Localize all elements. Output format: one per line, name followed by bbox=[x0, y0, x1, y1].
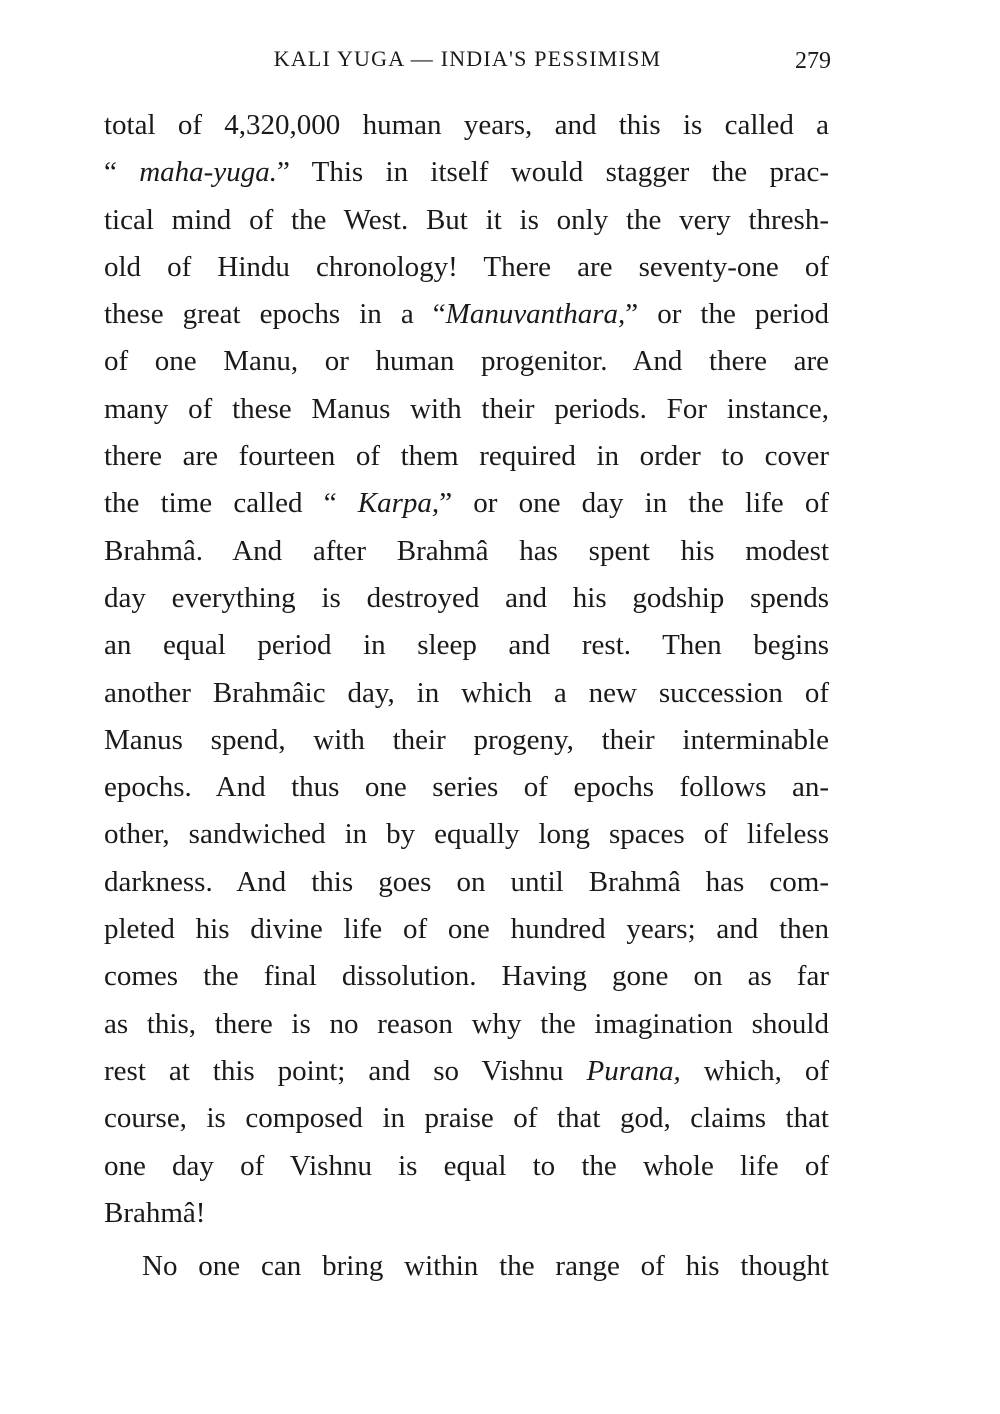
paragraph-1 bbox=[104, 102, 829, 1237]
page-header bbox=[104, 44, 831, 74]
text-line: Brahmâ! bbox=[104, 1196, 206, 1229]
text-line: other, sandwiched in by equally long spaces of lifeless bbox=[104, 818, 829, 851]
text-line: one day of Vishnu is equal to the whole life of bbox=[104, 1149, 829, 1182]
text-line: as this, there is no reason why the imagination should bbox=[104, 1007, 829, 1040]
text-line: of one Manu, or human progenitor. And there are bbox=[104, 345, 829, 378]
text-line: comes the final dissolution. Having gone on as far bbox=[104, 960, 829, 993]
text-line: day everything is destroyed and his godship spends bbox=[104, 581, 829, 614]
text-line: many of these Manus with their periods. For instance, bbox=[104, 392, 829, 425]
text-line: tical mind of the West. But it is only the very thresh- bbox=[104, 203, 829, 236]
italic-term: maha-yuga. bbox=[139, 156, 277, 189]
text-line: there are fourteen of them required in order to cover bbox=[104, 440, 829, 473]
text-line: total of 4,320,000 human years, and this is called a bbox=[104, 109, 829, 141]
text-line: course, is composed in praise of that god, claims that bbox=[104, 1102, 829, 1135]
text-line: pleted his divine life of one hundred years; and then bbox=[104, 913, 829, 946]
page-number: 279 bbox=[795, 48, 831, 74]
italic-term: Karpa, bbox=[357, 487, 440, 520]
text-line: Brahmâ. And after Brahmâ has spent his modest bbox=[104, 534, 829, 567]
paragraph-2 bbox=[104, 1243, 829, 1290]
text-line: darkness. And this goes on until Brahmâ has com- bbox=[104, 865, 829, 898]
text-line: Manus spend, with their progeny, their interminable bbox=[104, 723, 829, 756]
text-line: rest at this point; and so Vishnu Purana, which, of bbox=[104, 1054, 829, 1087]
italic-term: Manuvanthara, bbox=[445, 298, 626, 331]
text-line: an equal period in sleep and rest. Then begins bbox=[104, 629, 829, 662]
text-line: epochs. And thus one series of epochs follows an- bbox=[104, 771, 829, 804]
running-head: KALI YUGA — INDIA'S PESSIMISM bbox=[273, 46, 662, 71]
text-line: No one can bring within the range of his thought bbox=[142, 1250, 829, 1283]
text-line: the time called “ Karpa,” or one day in the life of bbox=[104, 487, 829, 520]
body-text bbox=[104, 102, 829, 1290]
italic-term: Purana, bbox=[586, 1054, 681, 1087]
text-line: “ maha-yuga.” This in itself would stagger the prac- bbox=[104, 156, 829, 189]
text-line: these great epochs in a “Manuvanthara,” or the period bbox=[104, 298, 829, 331]
text-line: another Brahmâic day, in which a new succession of bbox=[104, 676, 829, 709]
text-line: old of Hindu chronology! There are seventy-one of bbox=[104, 250, 829, 283]
